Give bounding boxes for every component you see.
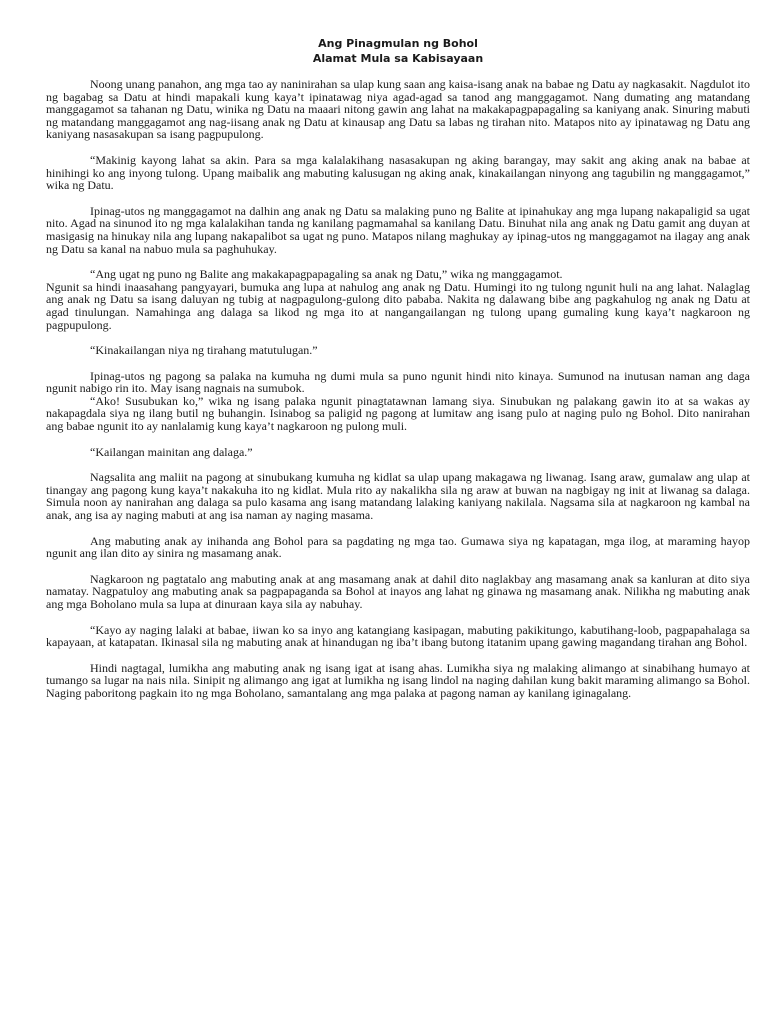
- paragraph-9: “Kailangan mainitan ang dalaga.”: [90, 444, 253, 459]
- paragraph-14: Hindi nagtagal, lumikha ang mabuting anak ng isang igat at isang ahas. Lumikha siya ng malaking alimango at sinabihang humayo at tumango sa lugar na nais nila. Sinipit ng alimango ang igat at lumikha ng isang lindol na naging dahilan kung bakit maraming alimango sa Bohol. Naging paboritong pagkain ito ng mga Boholano, samantalang ang mga palaka at pagong naman ay kanilang iginagalang.: [46, 660, 750, 700]
- document-page: [46, 36, 750, 713]
- paragraph-10: Nagsalita ang maliit na pagong at sinubukang kumuha ng kidlat sa ulap upang makagawa ng liwanag. Isang araw, gumalaw ang ulap at tinangay ang pagong kung kaya’t nakakuha ito ng kidlat. Mula rito ay nakalikha sila ng araw at buwan na nagbigay ng init at liwanag sa dalaga. Simula noon ay nanirahan ang dalaga sa pulo kasama ang isang matandang lalaking kaniyang nakilala. Nagsama sila at nagkaroon ng kambal na anak, ang isa ay naging mabuti at ang isa naman ay naging masama.: [46, 470, 750, 523]
- paragraph-4: “Ang ugat ng puno ng Balite ang makakapagpapagaling sa anak ng Datu,” wika ng manggagamot.: [90, 267, 563, 282]
- paragraph-13: “Kayo ay naging lalaki at babae, iiwan ko sa inyo ang katangiang kasipagan, mabuting pakikitungo, kabutihang-loob, pagpapahalaga sa kapayaan, at katapatan. Ikinasal sila ng mabuting anak at hinandugan ng iba’t ibang butong itatanim upang gawing magandang tirahan ang Bohol.: [46, 622, 750, 650]
- paragraph-2: “Makinig kayong lahat sa akin. Para sa mga kalalakihang nasasakupan ng aking barangay, may sakit ang aking anak na babae at hinihingi ko ang inyong tulong. Upang maibalik ang mabuting kalusugan ng aking anak, kinakailangan ninyong ang tagubilin ng manggagamot,” wika ng Datu.: [46, 152, 750, 193]
- paragraph-11: Ang mabuting anak ay inihanda ang Bohol para sa pagdating ng mga tao. Gumawa siya ng kapatagan, mga ilog, at maraming hayop ngunit ang ilan dito ay sinira ng masamang anak.: [46, 533, 750, 561]
- document-subtitle: Alamat Mula sa Kabisayaan: [312, 52, 484, 65]
- document-title: Ang Pinagmulan ng Bohol: [318, 37, 478, 50]
- paragraph-8: “Ako! Susubukan ko,” wika ng isang palaka ngunit pinagtatawnan lamang siya. Sinubukan ng palakang gawin ito at sa wakas ay nakapagdala siya ng ilang butil ng buhangin. Isinabog sa paligid ng pagong at lumitaw ang isang pulo at naging pulo ng Bohol. Dito nanirahan ang babae ngunit ito ay nanlalamig kung kaya’t nagkaroon ng pulong muli.: [46, 393, 750, 434]
- paragraph-12: Nagkaroon ng pagtatalo ang mabuting anak at ang masamang anak at dahil dito naglakbay ang masamang anak sa kanluran at dito siya namatay. Nagpatuloy ang mabuting anak sa pagpapaganda sa Bohol at inayos ang lahat ng ginawa ng masamang anak. Nilikha ng mabuting anak ang mga Boholano mula sa lupa at dinuraan kaya sila ay nabuhay.: [46, 571, 750, 611]
- paragraph-7: Ipinag-utos ng pagong sa palaka na kumuha ng dumi mula sa puno ngunit hindi nito kinaya. Sumunod na inutusan naman ang daga ngunit nabigo rin ito. May isang nagnais na sumubok.: [46, 368, 750, 396]
- paragraph-1: Noong unang panahon, ang mga tao ay naninirahan sa ulap kung saan ang kaisa-isang anak na babae ng Datu ay nagkasakit. Nagdulot ito ng bagabag sa Datu at hindi mapakali kung kaya’t ipinatawag niya agad-agad sa tanod ang manggagamot. Nang dumating ang matandang manggagamot sa tahanan ng Datu, winika ng Datu na maaari nitong gawin ang lahat na makakapagpapagaling sa kaniyang anak. Sinuring mabuti ng matandang manggagamot ang nag-iisang anak ng Datu at kinausap ang Datu sa labas ng tirahan nito. Matapos nito ay ipinatawag ng Datu ang kaniyang nasasakupan sa isang pagpupulong.: [46, 77, 750, 142]
- paragraph-5: Ngunit sa hindi inaasahang pangyayari, bumuka ang lupa at nahulog ang anak ng Datu. Humingi ito ng tulong ngunit huli na ang lahat. Nalaglag ang anak ng Datu sa isang daluyan ng tubig at nagpagulong-gulong dito pababa. Nakita ng dalawang bibe ang pagkahulog ng anak ng Datu at agad tinulungan. Namahinga ang dalaga sa likod ng mga ito at nangangailangan ng tulong upang gumaling kung kaya’t nagkaroon ng pagpupulong.: [46, 279, 750, 332]
- paragraph-6: “Kinakailangan niya ng tirahang matutulugan.”: [90, 343, 318, 358]
- paragraph-3: Ipinag-utos ng manggagamot na dalhin ang anak ng Datu sa malaking puno ng Balite at ipinahukay ang mga lupang nakapaligid sa ugat nito. Agad na sinunod ito ng mga kalalakihan tanda ng kanilang pagmamahal sa kanilang Datu. Binuhat nila ang anak ng Datu gamit ang duyan at masigasig na hinukay nila ang lupang nakapalibot sa ugat ng puno. Matapos nilang maghukay ay ipinag-utos ng manggagamot na ilagay ang anak ng Datu sa kanal na nabuo mula sa paghuhukay.: [46, 203, 750, 256]
